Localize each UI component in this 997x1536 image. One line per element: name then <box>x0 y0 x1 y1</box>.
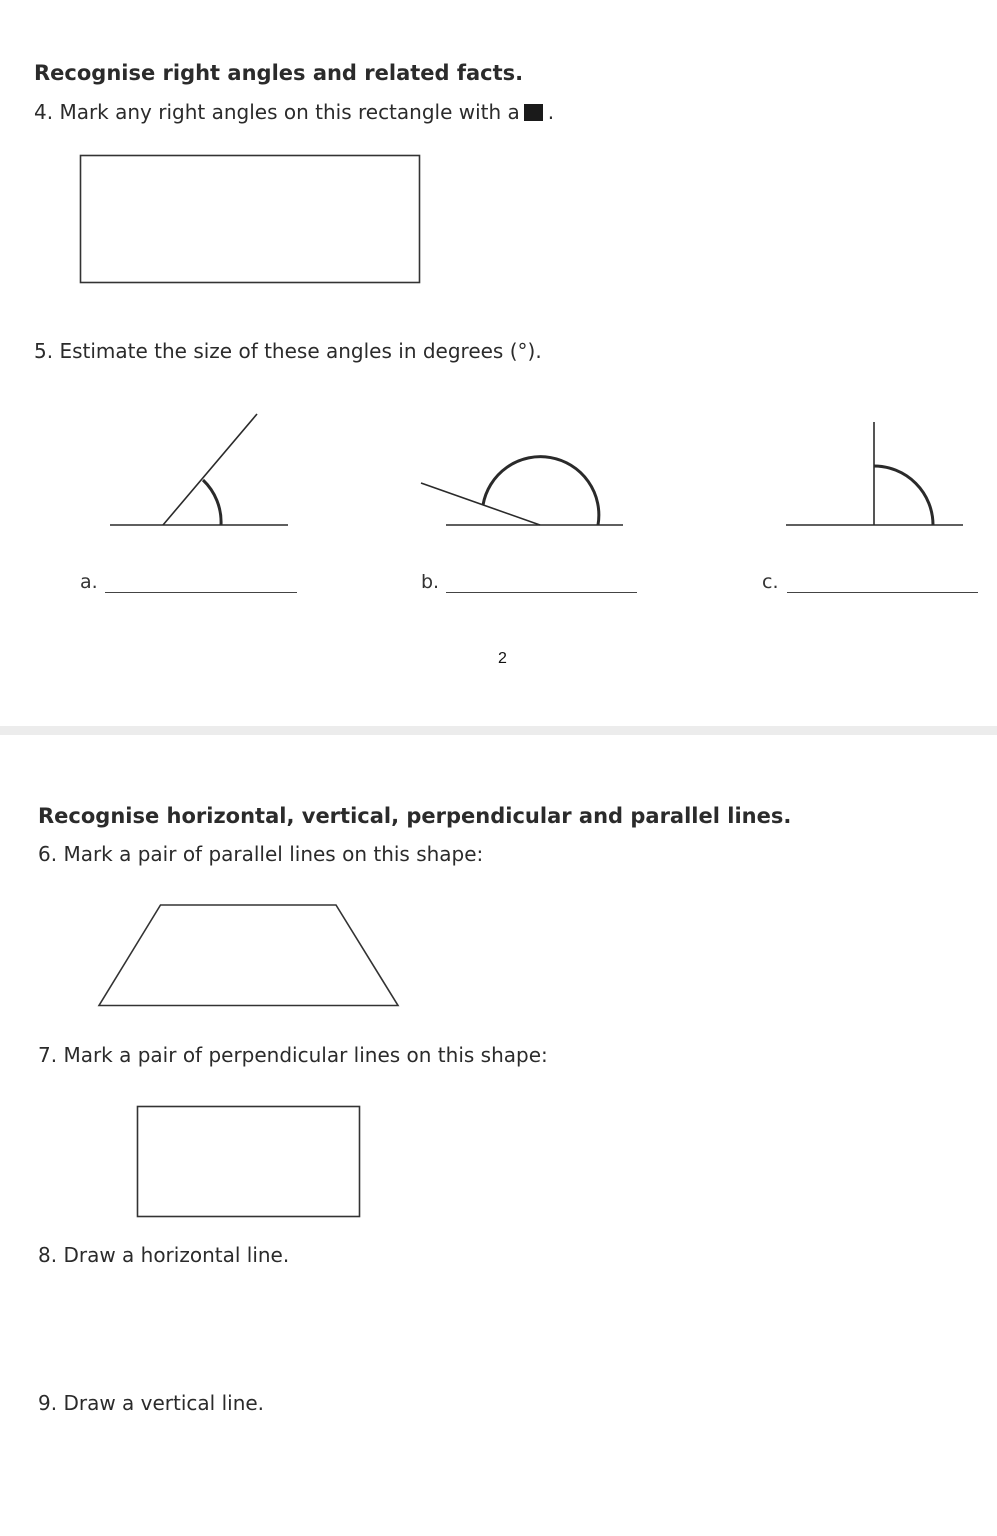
question-8: 8. Draw a horizontal line. <box>38 1243 290 1267</box>
answer-c-label: c. <box>762 571 779 593</box>
question-4-suffix: . <box>547 100 555 124</box>
question-6: 6. Mark a pair of parallel lines on this shape: <box>38 842 484 866</box>
answer-a-label: a. <box>80 571 98 593</box>
answer-c-line[interactable] <box>787 592 978 593</box>
page-number: 2 <box>498 650 507 667</box>
answer-b-line[interactable] <box>446 592 637 593</box>
question-7: 7. Mark a pair of perpendicular lines on this shape: <box>38 1043 548 1067</box>
angle-b-diagram <box>421 457 623 525</box>
q4-rectangle[interactable] <box>81 156 420 283</box>
section-heading-lines: Recognise horizontal, vertical, perpendicular and parallel lines. <box>38 804 792 828</box>
q6-trapezium[interactable] <box>99 905 398 1006</box>
answer-a-line[interactable] <box>105 592 297 593</box>
answer-b-label: b. <box>421 571 440 593</box>
page-divider <box>0 726 997 735</box>
question-4-text: 4. Mark any right angles on this rectangle with a <box>34 100 520 124</box>
section-heading-right-angles: Recognise right angles and related facts. <box>34 61 524 85</box>
question-9: 9. Draw a vertical line. <box>38 1391 265 1415</box>
question-5: 5. Estimate the size of these angles in degrees (°). <box>34 339 542 363</box>
q7-rectangle[interactable] <box>138 1107 360 1217</box>
angle-a-diagram <box>110 414 288 525</box>
angle-c-diagram <box>786 422 963 525</box>
